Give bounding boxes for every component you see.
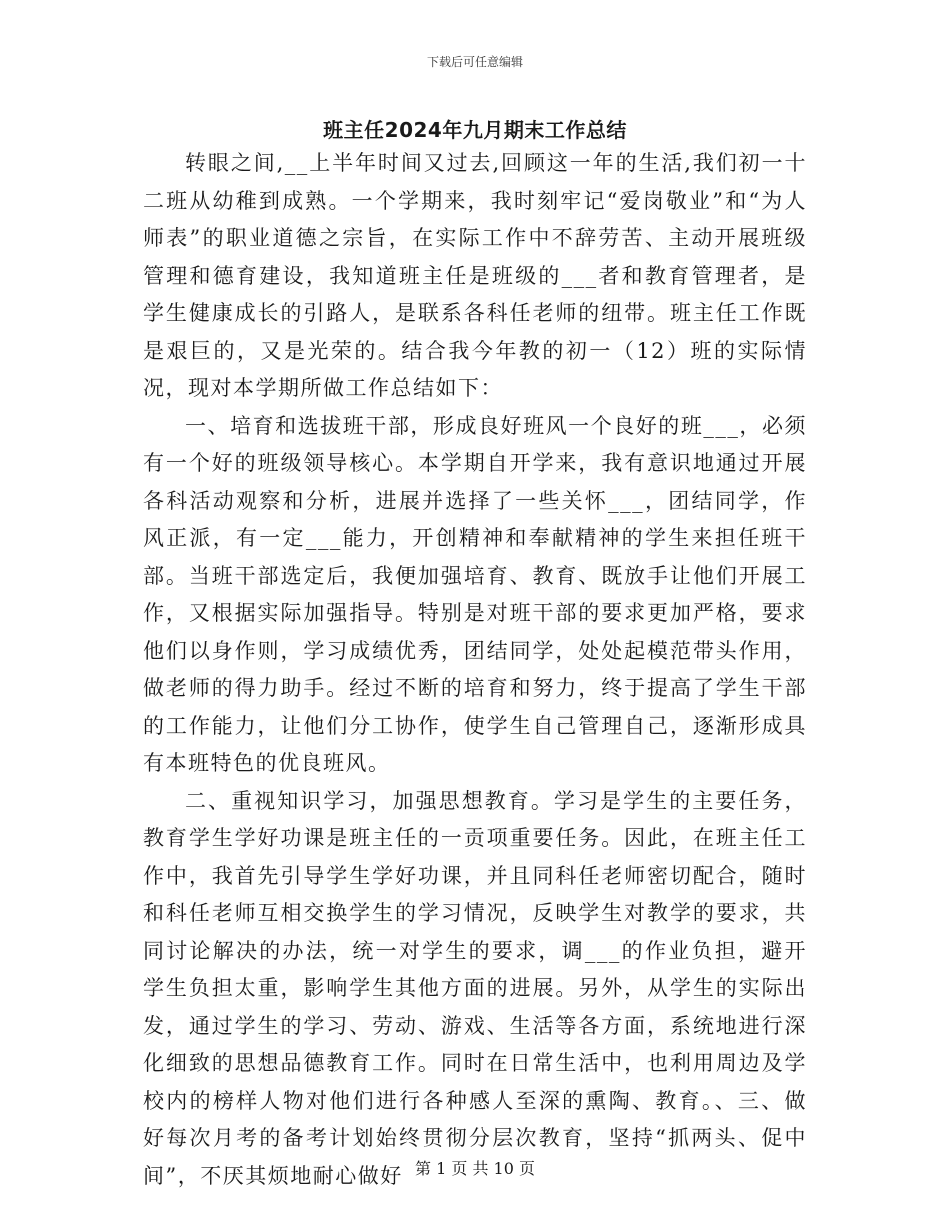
document-body [143,145,807,1195]
paragraph-section-1: 一、培育和选拔班干部，形成良好班风一个良好的班___，必须有一个好的班级领导核心。本学期自开学来，我有意识地通过开展各科活动观察和分析，进展并选择了一些关怀___，团结同学，作风正派，有一定___能力，开创精神和奉献精神的学生来担任班干部。当班干部选定后，我便加强培育、教育、既放手让他们开展工作，又根据实际加强指导。特别是对班干部的要求更加严格，要求他们以身作则，学习成绩优秀，团结同学，处处起模范带头作用，做老师的得力助手。经过不断的培育和努力，终于提高了学生干部的工作能力，让他们分工协作，使学生自己管理自己，逐渐形成具有本班特色的优良班风。 [143,413,807,775]
page-number: 第 1 页 共 10 页 [415,1159,535,1178]
paragraph-intro: 转眼之间,__上半年时间又过去,回顾这一年的生活,我们初一十二班从幼稚到成熟。一个学期来，我时刻牢记“爱岗敬业”和“为人师表”的职业道德之宗旨，在实际工作中不辞劳苦、主动开展班级管理和德育建设，我知道班主任是班级的___者和教育管理者，是学生健康成长的引路人，是联系各科任老师的纽带。班主任工作既是艰巨的，又是光荣的。结合我今年教的初一（12）班的实际情况，现对本学期所做工作总结如下： [143,151,807,400]
download-note: 下载后可任意编辑 [426,55,523,69]
document-title: 班主任2024年九月期末工作总结 [323,118,627,142]
paragraph-section-2: 二、重视知识学习，加强思想教育。学习是学生的主要任务，教育学生学好功课是班主任的一贡项重要任务。因此，在班主任工作中，我首先引导学生学好功课，并且同科任老师密切配合，随时和科任老师互相交换学生的学习情况，反映学生对教学的要求，共同讨论解决的办法，统一对学生的要求，调___的作业负担，避开学生负担太重，影响学生其他方面的进展。另外，从学生的实际出发，通过学生的学习、劳动、游戏、生活等各方面，系统地进行深化细致的思想品德教育工作。同时在日常生活中，也利用周边及学校内的榜样人物对他们进行各种感人至深的熏陶、教育。、三、做好每次月考的备考计划始终贯彻分层次教育，坚持“抓两头、促中间”，不厌其烦地耐心做好 [143,788,807,1188]
